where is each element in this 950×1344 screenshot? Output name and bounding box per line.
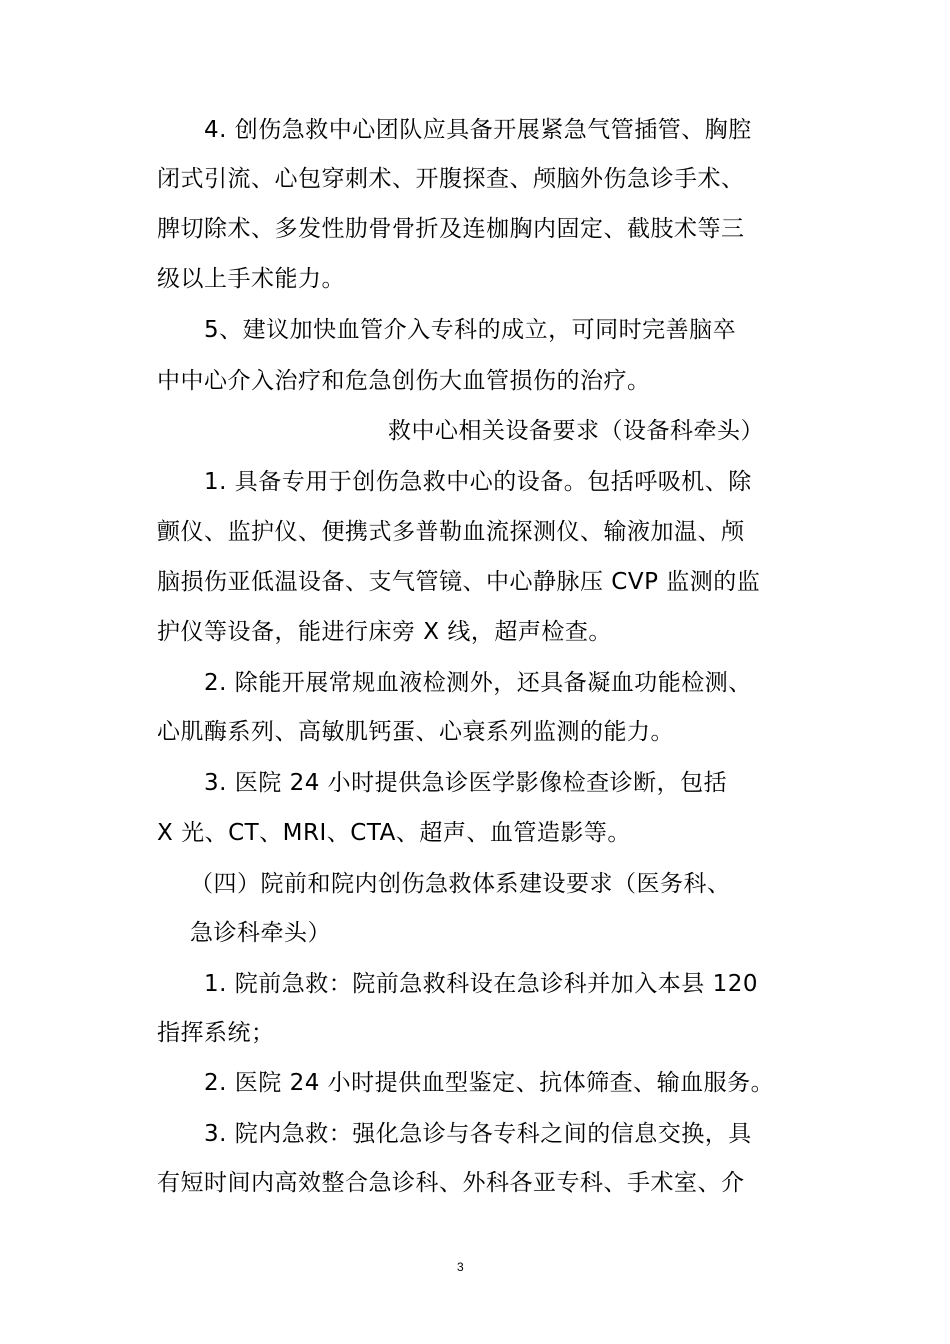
section-heading: 急诊科牵头） — [190, 920, 331, 946]
text-line: 3. 医院 24 小时提供急诊医学影像检查诊断，包括 — [204, 770, 728, 796]
text-line: 1. 院前急救：院前急救科设在急诊科并加入本县 120 — [204, 971, 758, 997]
text-line: 指挥系统； — [157, 1020, 275, 1046]
text-line: 闭式引流、心包穿刺术、开腹探查、颅脑外伤急诊手术、 — [157, 166, 745, 192]
text-line: 脑损伤亚低温设备、支气管镜、中心静脉压 CVP 监测的监 — [157, 569, 761, 595]
page-number: 3 — [457, 1260, 464, 1274]
text-line: 5、建议加快血管介入专科的成立，可同时完善脑卒 — [204, 317, 737, 343]
text-line: 级以上手术能力。 — [157, 266, 345, 292]
section-heading: （四）院前和院内创伤急救体系建设要求（医务科、 — [190, 871, 731, 897]
text-line: 心肌酶系列、高敏肌钙蛋、心衰系列监测的能力。 — [157, 719, 674, 745]
section-heading: 救中心相关设备要求（设备科牵头） — [388, 418, 764, 444]
text-line: X 光、CT、MRI、CTA、超声、血管造影等。 — [157, 820, 631, 846]
text-line: 脾切除术、多发性肋骨骨折及连枷胸内固定、截肢术等三 — [157, 216, 745, 242]
text-line: 2. 除能开展常规血液检测外，还具备凝血功能检测、 — [204, 670, 752, 696]
text-line: 2. 医院 24 小时提供血型鉴定、抗体筛查、输血服务。 — [204, 1070, 775, 1096]
text-line: 3. 院内急救：强化急诊与各专科之间的信息交换，具 — [204, 1121, 752, 1147]
text-line: 护仪等设备，能进行床旁 X 线，超声检查。 — [157, 619, 612, 645]
text-line: 1. 具备专用于创伤急救中心的设备。包括呼吸机、除 — [204, 469, 752, 495]
text-line: 有短时间内高效整合急诊科、外科各亚专科、手术室、介 — [157, 1170, 745, 1196]
text-line: 颤仪、监护仪、便携式多普勒血流探测仪、输液加温、颅 — [157, 519, 745, 545]
text-line: 4. 创伤急救中心团队应具备开展紧急气管插管、胸腔 — [204, 117, 752, 143]
text-line: 中中心介入治疗和危急创伤大血管损伤的治疗。 — [157, 368, 651, 394]
